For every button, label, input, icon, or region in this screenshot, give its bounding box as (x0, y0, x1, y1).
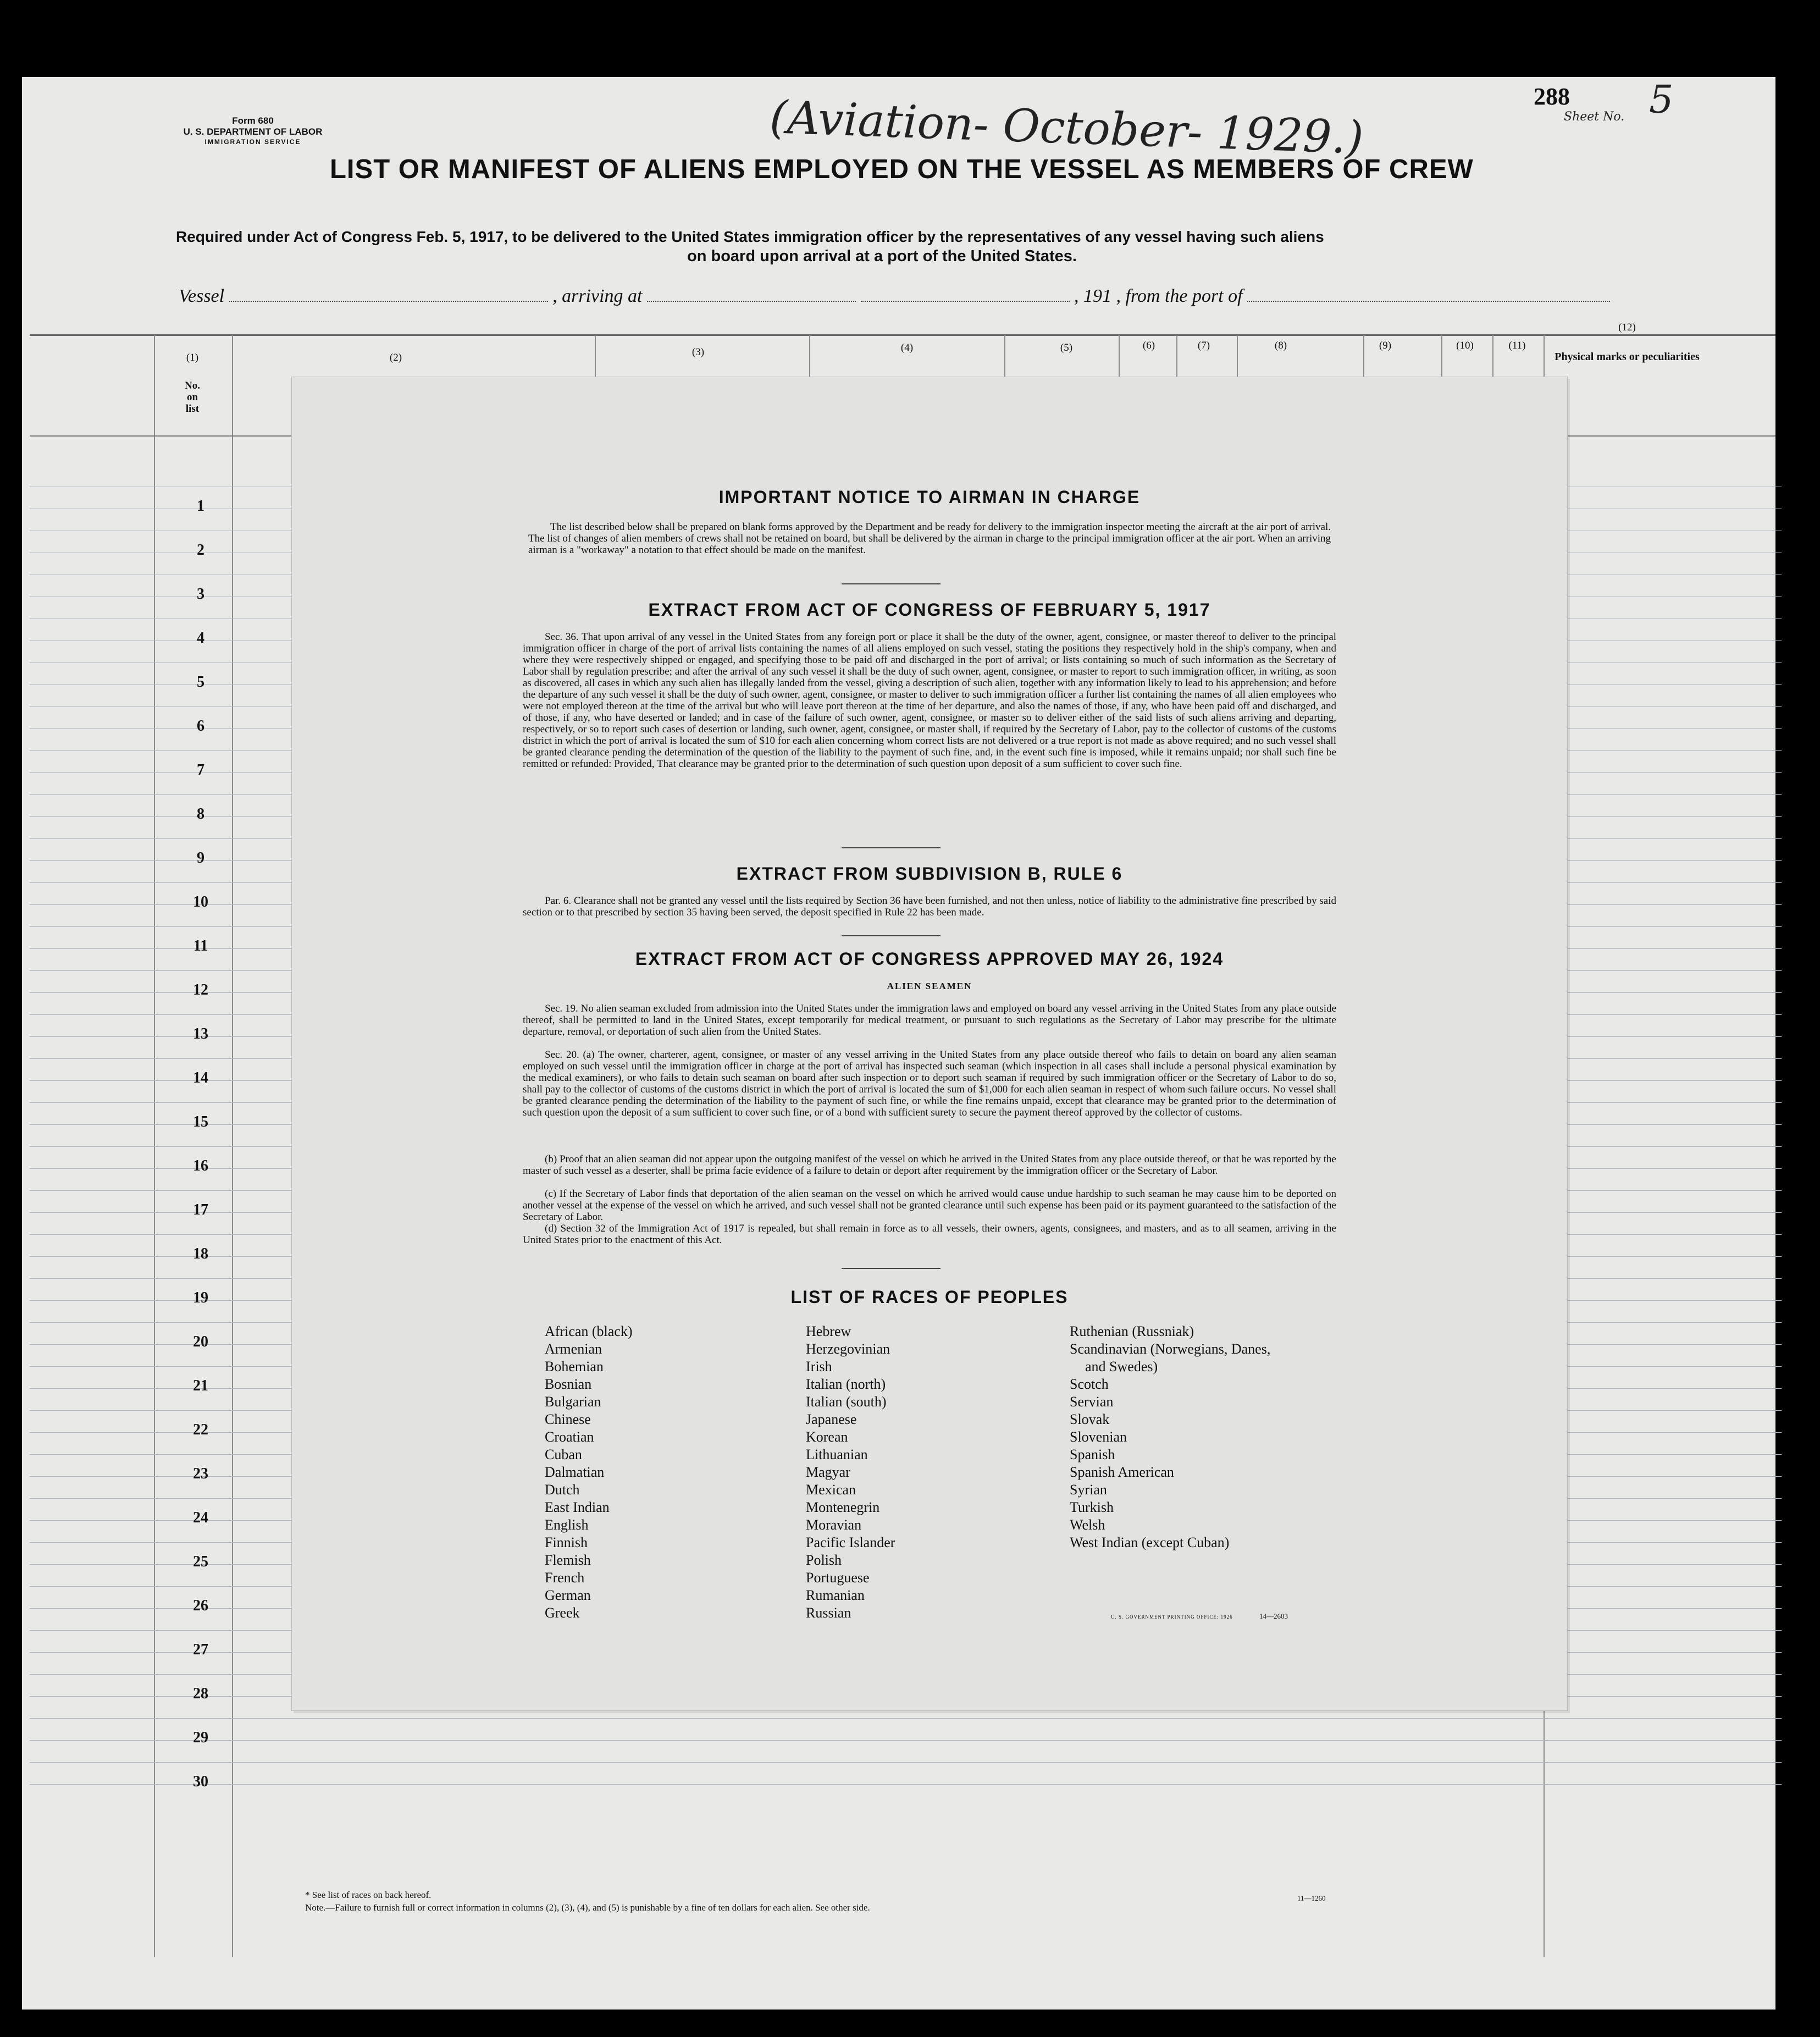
race-item: Mexican (806, 1482, 856, 1498)
notice-heading: IMPORTANT NOTICE TO AIRMAN IN CHARGE (718, 487, 1141, 507)
ruled-line (30, 1784, 1782, 1785)
race-item: Cuban (545, 1447, 582, 1462)
service-name: IMMIGRATION SERVICE (204, 137, 301, 146)
race-item: Greek (545, 1605, 580, 1621)
arriving-label: , arriving at (552, 286, 643, 306)
race-item: Polish (806, 1552, 842, 1568)
race-item: Hebrew (806, 1323, 851, 1339)
race-item: French (545, 1570, 585, 1586)
handwritten-title: (Aviation- October- 1929.) (768, 91, 1364, 164)
column-divider (1176, 335, 1177, 379)
column-header-3: (3) (692, 346, 705, 358)
column-header-12: (12) Physical marks or peculiarities (1555, 322, 1700, 363)
ruled-line (30, 1740, 1782, 1741)
race-item: and Swedes) (1085, 1359, 1158, 1374)
column-header-8: (8) (1274, 340, 1287, 351)
race-item: Syrian (1070, 1482, 1107, 1498)
notice-paragraph: The list described below shall be prepared on blank forms approved by the Department and be ready for delivery to the immigration inspector meeting the aircraft at the air port of arrival. The list of changes of alien members of crews shall not be retained on board, but shall be delivered by the airman in charge to the principal immigration officer at the air port. When an arriving airman is a "workaway" a notation to that effect should be made on the manifest. (528, 521, 1331, 556)
ruled-line (30, 1762, 1782, 1763)
row-number: 17 (193, 1201, 208, 1218)
footer-code: 11—1260 (1297, 1894, 1326, 1902)
race-item: Pacific Islander (806, 1534, 895, 1550)
row-number: 1 (197, 498, 204, 515)
row-number: 9 (197, 849, 204, 866)
rule-6-heading: EXTRACT FROM SUBDIVISION B, RULE 6 (736, 864, 1123, 884)
divider (842, 583, 941, 584)
row-number: 16 (193, 1157, 208, 1174)
race-item: Spanish American (1070, 1464, 1174, 1480)
race-item: Lithuanian (806, 1447, 868, 1462)
divider (842, 1268, 941, 1269)
race-item: Dutch (545, 1482, 580, 1498)
row-number: 20 (193, 1333, 208, 1350)
race-item: Japanese (806, 1411, 857, 1427)
race-item: Portuguese (806, 1570, 870, 1586)
printer-note: U. S. GOVERNMENT PRINTING OFFICE: 1926 (1111, 1614, 1233, 1620)
table-top-border (30, 334, 1775, 336)
act-1924-heading: EXTRACT FROM ACT OF CONGRESS APPROVED MAY 26, 1924 (635, 949, 1224, 969)
row-number: 24 (193, 1509, 208, 1526)
row-number: 3 (197, 586, 204, 603)
column-divider (1004, 335, 1005, 379)
row-number: 8 (197, 805, 204, 822)
race-item: Russian (806, 1605, 851, 1621)
column-divider (1237, 335, 1238, 379)
races-column-2 (806, 1323, 895, 1622)
race-item: Welsh (1070, 1517, 1105, 1533)
row-number: 15 (193, 1113, 208, 1130)
vessel-label: Vessel (179, 286, 225, 306)
column-header-6: (6) (1142, 340, 1155, 351)
row-number: 14 (193, 1069, 208, 1086)
race-item: Flemish (545, 1552, 591, 1568)
race-item: Rumanian (806, 1587, 865, 1603)
race-item: Chinese (545, 1411, 591, 1427)
column-divider (595, 335, 596, 379)
footnote-penalty: Note.—Failure to furnish full or correct information in columns (2), (3), (4), and (5) is punishable by a fine of ten dollars for each alien. See other side. (305, 1902, 870, 1913)
row-number: 5 (197, 674, 204, 691)
required-line-1: Required under Act of Congress Feb. 5, 1917, to be delivered to the United States immigration officer by the representatives of any vessel having such aliens (176, 228, 1324, 245)
column-header-9: (9) (1379, 340, 1392, 351)
race-item: Turkish (1070, 1499, 1114, 1515)
race-item: Servian (1070, 1394, 1114, 1410)
row-number: 26 (193, 1597, 208, 1614)
row-number: 18 (193, 1245, 208, 1262)
race-item: Spanish (1070, 1447, 1115, 1462)
form-number: Form 680 (232, 115, 274, 126)
race-item: Finnish (545, 1534, 588, 1550)
column-header-5: (5) (1060, 342, 1073, 354)
race-item: West Indian (except Cuban) (1070, 1534, 1230, 1550)
divider (842, 935, 941, 936)
race-item: Slovak (1070, 1411, 1110, 1427)
races-column-1 (545, 1323, 633, 1622)
race-item: Irish (806, 1359, 832, 1374)
arrival-port-field[interactable] (647, 286, 856, 302)
row-number: 10 (193, 893, 208, 910)
act-1917-heading: EXTRACT FROM ACT OF CONGRESS OF FEBRUARY 5, 1917 (648, 600, 1211, 620)
ruled-line (30, 1718, 1782, 1719)
vessel-field[interactable] (229, 286, 548, 302)
airman-notice-insert (291, 377, 1568, 1711)
row-number: 28 (193, 1685, 208, 1702)
required-line-2: on board upon arrival at a port of the United States. (687, 247, 1077, 265)
column-divider (1119, 335, 1120, 379)
column-divider (809, 335, 810, 379)
sheet-number-stamp: 288 (1534, 83, 1570, 110)
row-number: 13 (193, 1025, 208, 1042)
row-number: 22 (193, 1421, 208, 1438)
races-heading: LIST OF RACES OF PEOPLES (790, 1287, 1069, 1307)
sheet-label: Sheet No. (1564, 110, 1625, 124)
sec-20a-paragraph: Sec. 20. (a) The owner, charterer, agent, consignee, or master of any vessel arriving in the United States from any place outside thereof who fails to detain on board any alien seaman employed on such vessel until the immigration officer in charge at the port of arrival has inspected such seaman (which inspection in all cases shall include a personal physical examination by the medical examiners), or who fails to detain such seaman on board after such inspection or to deport such seaman if required by such immigration officer or the Secretary of Labor to do so, shall pay to the collector of customs of the customs district in which the port of arrival is located the sum of $1,000 for each alien seaman in respect of whom such failure occurs. No vessel shall be granted clearance pending the determination of the liability to the payment of such fine, or while the fine remains unpaid, except that clearance may be granted prior to the determination of such question upon the deposit of a sum sufficient to cover such fine, or of a bond with sufficient surety to secure the payment thereof approved by the collector of customs. (523, 1049, 1336, 1118)
race-item: Herzegovinian (806, 1341, 890, 1357)
year-prefix: , 191 (1074, 286, 1111, 306)
race-item: Armenian (545, 1341, 602, 1357)
row-number: 25 (193, 1553, 208, 1570)
port-label: , from the port of (1116, 286, 1243, 306)
sec-20b-paragraph: (b) Proof that an alien seaman did not appear upon the outgoing manifest of the vessel on which he arrived in the United States from any place outside thereof, or that he was reported by the master of such vessel as a deserter, shall be prima facie evidence of a failure to detain or deport after requirement by the immigration officer or the Secretary of Labor. (523, 1153, 1336, 1177)
vessel-line (179, 286, 1610, 307)
race-item: Dalmatian (545, 1464, 605, 1480)
row-number: 23 (193, 1465, 208, 1482)
footnote-races: * See list of races on back hereof. (305, 1890, 432, 1900)
race-item: East Indian (545, 1499, 610, 1515)
row-number: 2 (197, 542, 204, 559)
column-header-1: (1) No. on list (185, 352, 200, 415)
row-number: 12 (193, 981, 208, 998)
column-divider (1441, 335, 1442, 379)
row-number: 30 (193, 1773, 208, 1790)
sheet-number-hand: 5 (1649, 77, 1674, 122)
row-number: 7 (197, 761, 204, 779)
race-item: Scotch (1070, 1376, 1109, 1392)
sec-19-paragraph: Sec. 19. No alien seaman excluded from admission into the United States under the immigration laws and employed on board any vessel arriving in the United States from any place outside thereof, shall be permitted to land in the United States, except temporarily for medical treatment, or pursuant to such regulations as the Secretary of Labor may prescribe for the ultimate departure, removal, or deportation of such alien from the United States. (523, 1003, 1336, 1037)
race-item: Italian (north) (806, 1376, 886, 1392)
race-item: African (black) (545, 1323, 633, 1339)
divider (842, 847, 941, 848)
form-block (154, 115, 352, 146)
race-item: Montenegrin (806, 1499, 880, 1515)
race-item: Ruthenian (Russniak) (1070, 1323, 1194, 1339)
race-item: Bosnian (545, 1376, 592, 1392)
alien-seamen-subheading: ALIEN SEAMEN (887, 981, 972, 991)
page-title: LIST OR MANIFEST OF ALIENS EMPLOYED ON THE VESSEL AS MEMBERS OF CREW (330, 154, 1474, 184)
sec-20c-paragraph: (c) If the Secretary of Labor finds that deportation of the alien seaman on the vessel on which he arrived would cause undue hardship to such seaman he may cause him to be deported on another vessel at the expense of the vessel on which he arrived, and such vessel shall not be granted clearance until such expense has been paid or its payment guaranteed to the satisfaction of the Secretary of Labor. (523, 1188, 1336, 1223)
race-item: English (545, 1517, 589, 1533)
arrival-date-field[interactable] (861, 286, 1070, 302)
rule-6-paragraph: Par. 6. Clearance shall not be granted any vessel until the lists required by Section 36 have been furnished, and not then unless, notice of liability to the administrative fine prescribed by said section or to that prescribed by section 35 having been served, the deposit specified in Rule 22 has been made. (523, 895, 1336, 918)
race-item: Korean (806, 1429, 848, 1445)
row-number: 19 (193, 1289, 208, 1306)
row-number: 11 (193, 937, 208, 954)
race-item: Moravian (806, 1517, 862, 1533)
races-column-3 (1070, 1323, 1270, 1552)
column-divider (1492, 335, 1493, 379)
race-item: Croatian (545, 1429, 594, 1445)
column-header-7: (7) (1197, 340, 1210, 351)
department-name: U. S. DEPARTMENT OF LABOR (183, 126, 323, 137)
column-header-4: (4) (900, 342, 914, 354)
race-item: Slovenian (1070, 1429, 1127, 1445)
race-item: Scandinavian (Norwegians, Danes, (1070, 1341, 1271, 1357)
sec-36-paragraph: Sec. 36. That upon arrival of any vessel in the United States from any foreign port or place it shall be the duty of the owner, agent, consignee, or master thereof to deliver to the principal immigration officer in charge of the port of arrival lists containing the names of all aliens employed on such vessel, stating the positions they respectively hold in the ship's company, when and where they were respectively shipped or engaged, and specifying those to be paid off and discharged in the port of arrival; or lists containing so much of such information as the Secretary of Labor shall by regulation prescribe; and after the arrival of any such vessel it shall be the duty of such owner, agent, consignee, or master to report to such immigration officer, in writing, as soon as discovered, all cases in which any such alien has illegally landed from the vessel, giving a description of such alien, together with any information likely to lead to his apprehension; and before the departure of any such vessel it shall be the duty of such owner, agent, consignee, or master to deliver to such immigration officer a further list containing the names of all alien employees who were not employed thereon at the time of the arrival but who will leave port thereon at the time of her departure, and also the names of those, if any, who have been paid off and discharged, and of those, if any, who have deserted or landed; and in case of the failure of such owner, agent, consignee, or master so to deliver either of the said lists of such aliens arriving and departing, respectively, or so to report such cases of desertion or landing, such owner, agent, consignee, or master shall, if required by the Secretary of Labor, pay to the collector of customs of the customs district in which the port of arrival is located the sum of $10 for each alien concerning whom correct lists are not delivered or a true report is not made as above required; and no such vessel shall be granted clearance pending the determination of the question of the liability to the payment of such fine, and, in the event such fine is imposed, while it remains unpaid; nor shall such fine be remitted or refunded: Provided, That clearance may be granted prior to the determination of such question upon deposit of a sum sufficient to cover such fine. (523, 631, 1336, 770)
column-header-11: (11) (1508, 340, 1526, 351)
race-item: German (545, 1587, 591, 1603)
origin-port-field[interactable] (1247, 286, 1610, 302)
column-header-10: (10) (1456, 340, 1474, 351)
race-item: Bohemian (545, 1359, 604, 1374)
column-header-2: (2) (389, 352, 402, 363)
sec-20d-paragraph: (d) Section 32 of the Immigration Act of 1917 is repealed, but shall remain in force as to all vessels, their owners, agents, consignees, and masters, and as to all seamen, arriving in the United States prior to the enactment of this Act. (523, 1223, 1336, 1246)
row-number: 29 (193, 1729, 208, 1746)
race-item: Italian (south) (806, 1394, 887, 1410)
race-item: Bulgarian (545, 1394, 601, 1410)
race-item: Magyar (806, 1464, 850, 1480)
row-number: 21 (193, 1377, 208, 1394)
printer-code: 14—2603 (1259, 1612, 1288, 1620)
row-number: 4 (197, 630, 204, 647)
row-number: 6 (197, 717, 204, 735)
row-number: 27 (193, 1641, 208, 1658)
